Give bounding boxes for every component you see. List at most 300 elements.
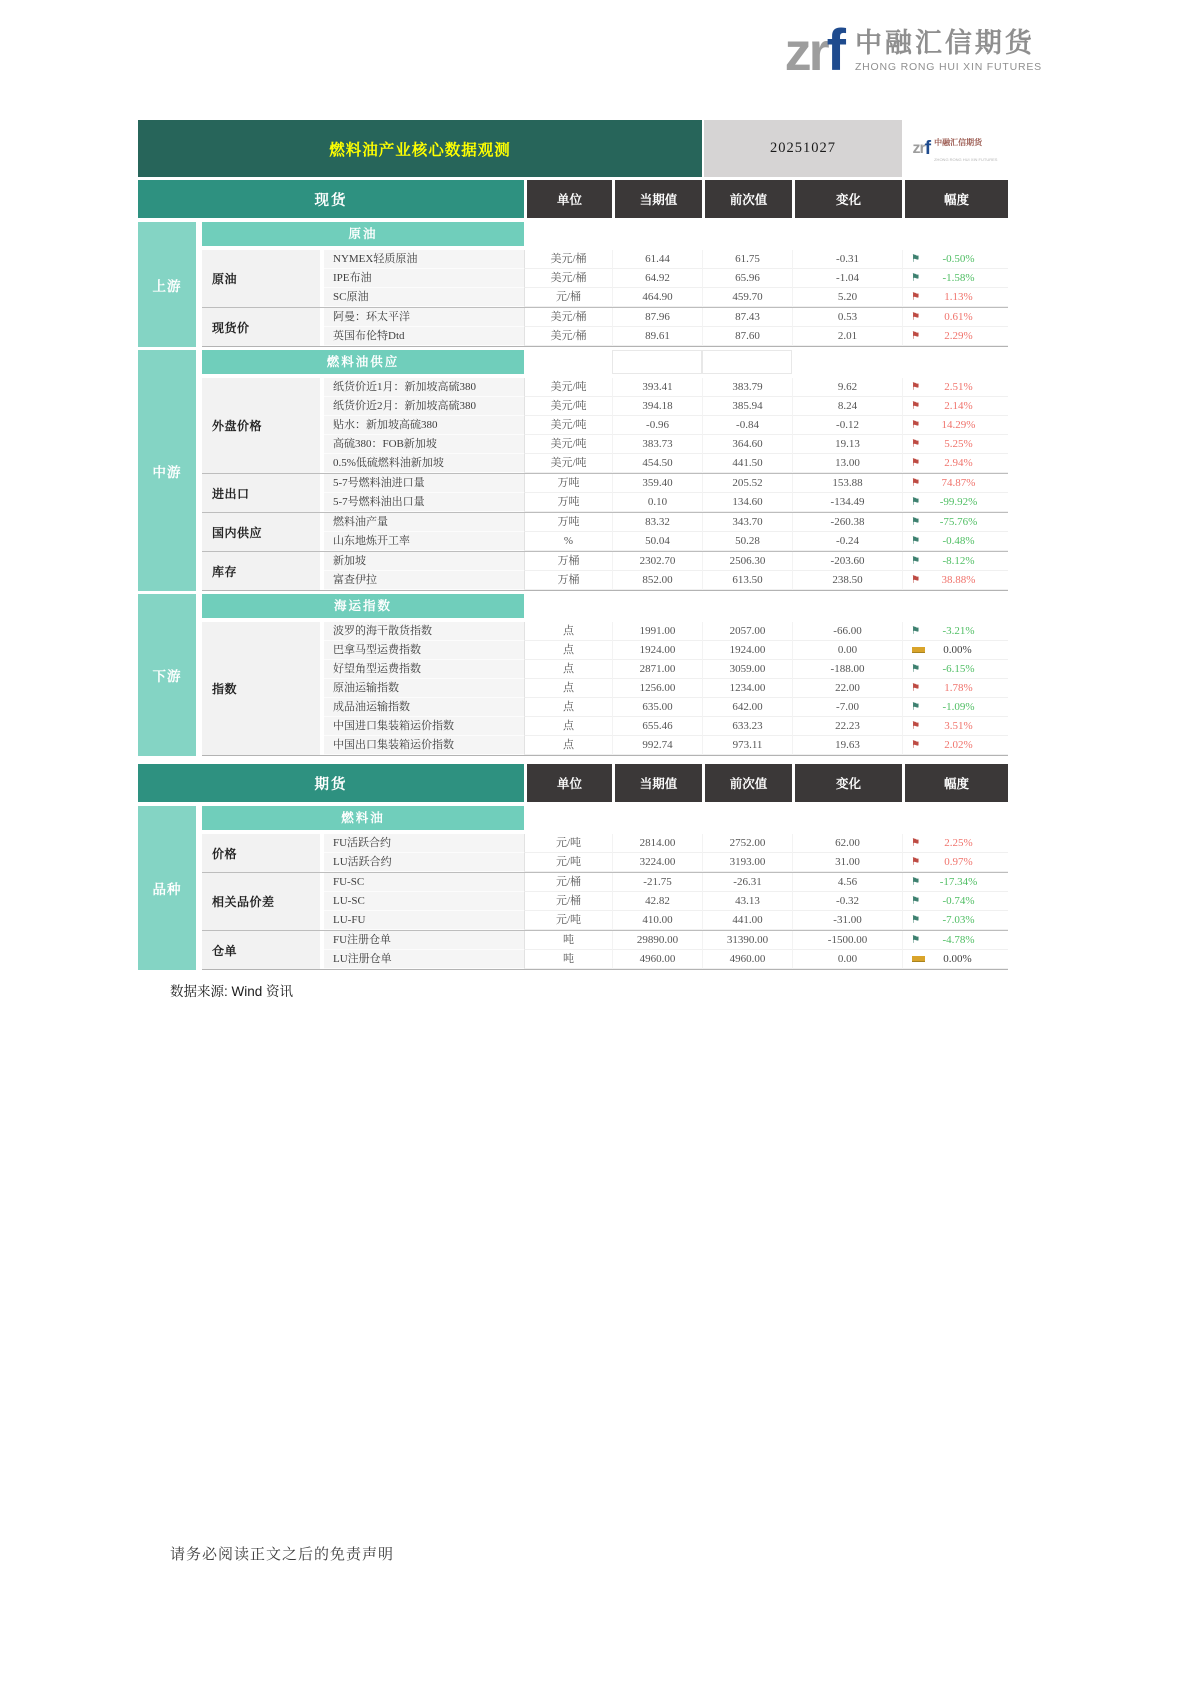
unit-value: 吨 <box>524 950 612 969</box>
data-row <box>324 571 1008 590</box>
indicator-name: 高硫380：FOB新加坡 <box>324 435 524 454</box>
data-row <box>324 641 1008 660</box>
range-percent: 0.61% <box>944 311 973 323</box>
data-row <box>324 853 1008 872</box>
range-cell <box>902 397 1008 416</box>
previous-value: 3059.00 <box>702 660 792 679</box>
mini-company-name-en: ZHONG RONG HUI XIN FUTURES <box>934 156 998 162</box>
side-label: 下游 <box>138 594 196 756</box>
groups <box>202 378 1008 591</box>
indicator-name: 贴水：新加坡高硫380 <box>324 416 524 435</box>
change-value: -66.00 <box>792 622 902 641</box>
up-flag-icon: ⚑ <box>911 477 921 489</box>
current-value: 635.00 <box>612 698 702 717</box>
down-flag-icon: ⚑ <box>911 663 921 675</box>
indicator-name: 巴拿马型运费指数 <box>324 641 524 660</box>
range-cell <box>902 250 1008 269</box>
indicator-group <box>202 512 1008 551</box>
up-flag-icon: ⚑ <box>911 856 921 868</box>
unit-value: 美元/吨 <box>524 454 612 473</box>
category-label: 相关品价差 <box>202 873 320 930</box>
indicator-name: 山东地炼开工率 <box>324 532 524 551</box>
range-cell <box>902 493 1008 512</box>
range-percent: 14.29% <box>941 419 976 431</box>
block-content <box>202 594 1008 756</box>
unit-value: 点 <box>524 641 612 660</box>
groups <box>202 834 1008 970</box>
previous-value: 385.94 <box>702 397 792 416</box>
report-table <box>138 120 1008 1000</box>
indicator-name: LU-SC <box>324 892 524 911</box>
previous-value: 383.79 <box>702 378 792 397</box>
up-flag-icon: ⚑ <box>911 682 921 694</box>
indicator-name: 好望角型运费指数 <box>324 660 524 679</box>
indicator-name: 富查伊拉 <box>324 571 524 590</box>
down-flag-icon: ⚑ <box>911 876 921 888</box>
indicator-name: 阿曼：环太平洋 <box>324 308 524 327</box>
down-flag-icon: ⚑ <box>911 914 921 926</box>
up-flag-icon: ⚑ <box>911 291 921 303</box>
up-flag-icon: ⚑ <box>911 381 921 393</box>
company-name-en: ZHONG RONG HUI XIN FUTURES <box>854 61 1042 74</box>
data-table <box>138 180 1008 970</box>
previous-value: 1234.00 <box>702 679 792 698</box>
section-block <box>138 594 1008 756</box>
range-cell <box>902 931 1008 950</box>
up-flag-icon: ⚑ <box>911 837 921 849</box>
range-percent: -3.21% <box>942 625 975 637</box>
logo-zr-text: zr <box>784 22 827 82</box>
data-row <box>324 911 1008 930</box>
indicator-group <box>202 250 1008 307</box>
range-percent: 2.25% <box>944 837 973 849</box>
down-flag-icon: ⚑ <box>911 496 921 508</box>
range-cell <box>902 327 1008 346</box>
previous-value: 87.43 <box>702 308 792 327</box>
change-value: 22.23 <box>792 717 902 736</box>
change-value: 19.13 <box>792 435 902 454</box>
previous-value: 2752.00 <box>702 834 792 853</box>
range-cell <box>902 308 1008 327</box>
unit-value: 万吨 <box>524 493 612 512</box>
current-value: -0.96 <box>612 416 702 435</box>
data-source-note: 数据来源: Wind 资讯 <box>170 984 294 999</box>
empty-cell <box>612 350 702 374</box>
indicator-name: 5-7号燃料油进口量 <box>324 474 524 493</box>
range-cell <box>902 474 1008 493</box>
current-value: 87.96 <box>612 308 702 327</box>
report-title-bar <box>138 120 1008 177</box>
change-value: 9.62 <box>792 378 902 397</box>
current-value: 89.61 <box>612 327 702 346</box>
data-row <box>324 679 1008 698</box>
unit-value: 元/桶 <box>524 892 612 911</box>
indicator-name: 成品油运输指数 <box>324 698 524 717</box>
side-label: 中游 <box>138 350 196 591</box>
data-row <box>324 454 1008 473</box>
mini-logo <box>902 120 1008 177</box>
data-row <box>324 931 1008 950</box>
range-percent: -0.74% <box>942 895 975 907</box>
range-percent: 1.78% <box>944 682 973 694</box>
range-percent: 2.29% <box>944 330 973 342</box>
current-value: 454.50 <box>612 454 702 473</box>
range-percent: -8.12% <box>942 555 975 567</box>
unit-value: 点 <box>524 717 612 736</box>
down-flag-icon: ⚑ <box>911 253 921 265</box>
previous-value: 633.23 <box>702 717 792 736</box>
current-value: 0.10 <box>612 493 702 512</box>
unit-value: 美元/吨 <box>524 397 612 416</box>
current-value: 1991.00 <box>612 622 702 641</box>
change-value: 238.50 <box>792 571 902 590</box>
unit-value: 美元/吨 <box>524 378 612 397</box>
range-cell <box>902 416 1008 435</box>
current-value: 42.82 <box>612 892 702 911</box>
section-block <box>138 350 1008 591</box>
band-title: 海运指数 <box>202 594 524 618</box>
change-value: 4.56 <box>792 873 902 892</box>
block-content <box>202 806 1008 970</box>
current-value: 29890.00 <box>612 931 702 950</box>
range-percent: -75.76% <box>939 516 978 528</box>
previous-value: 1924.00 <box>702 641 792 660</box>
previous-value: 441.50 <box>702 454 792 473</box>
current-value: 655.46 <box>612 717 702 736</box>
previous-value: 973.11 <box>702 736 792 755</box>
unit-value: % <box>524 532 612 551</box>
change-value: 19.63 <box>792 736 902 755</box>
range-cell <box>902 679 1008 698</box>
group-rows <box>324 834 1008 872</box>
change-value: -0.12 <box>792 416 902 435</box>
indicator-name: LU注册仓单 <box>324 950 524 969</box>
change-value: -0.31 <box>792 250 902 269</box>
groups <box>202 622 1008 756</box>
range-cell <box>902 873 1008 892</box>
unit-value: 万桶 <box>524 571 612 590</box>
change-value: -1.04 <box>792 269 902 288</box>
flat-indicator-icon <box>912 647 925 653</box>
unit-value: 元/桶 <box>524 873 612 892</box>
down-flag-icon: ⚑ <box>911 625 921 637</box>
current-value: 394.18 <box>612 397 702 416</box>
change-value: -260.38 <box>792 513 902 532</box>
report-title-box <box>138 120 702 177</box>
previous-value: 50.28 <box>702 532 792 551</box>
group-rows <box>324 552 1008 590</box>
unit-value: 美元/吨 <box>524 416 612 435</box>
group-rows <box>324 873 1008 930</box>
indicator-group <box>202 307 1008 346</box>
range-percent: -99.92% <box>939 496 978 508</box>
down-flag-icon: ⚑ <box>911 934 921 946</box>
range-cell <box>902 892 1008 911</box>
data-row <box>324 435 1008 454</box>
previous-value: 459.70 <box>702 288 792 307</box>
up-flag-icon: ⚑ <box>911 739 921 751</box>
data-row <box>324 493 1008 512</box>
range-percent: 74.87% <box>941 477 976 489</box>
current-value: 383.73 <box>612 435 702 454</box>
down-flag-icon: ⚑ <box>911 535 921 547</box>
block-content <box>202 350 1008 591</box>
previous-value: 4960.00 <box>702 950 792 969</box>
band-row <box>202 594 1008 618</box>
range-cell <box>902 435 1008 454</box>
data-row <box>324 736 1008 755</box>
data-row <box>324 532 1008 551</box>
indicator-name: 中国出口集装箱运价指数 <box>324 736 524 755</box>
data-row <box>324 717 1008 736</box>
band-title: 燃料油供应 <box>202 350 524 374</box>
mini-company-name-cn: 中融汇信期货 <box>934 137 983 147</box>
empty-spacer <box>524 350 612 374</box>
indicator-name: 燃料油产量 <box>324 513 524 532</box>
unit-value: 美元/桶 <box>524 308 612 327</box>
block-content <box>202 222 1008 347</box>
side-label: 上游 <box>138 222 196 347</box>
category-label: 指数 <box>202 622 320 755</box>
current-value: 2302.70 <box>612 552 702 571</box>
section-title: 期货 <box>138 764 524 802</box>
change-value: -188.00 <box>792 660 902 679</box>
range-percent: 0.97% <box>944 856 973 868</box>
unit-value: 点 <box>524 622 612 641</box>
indicator-group <box>202 872 1008 930</box>
section-title: 现货 <box>138 180 524 218</box>
data-row <box>324 660 1008 679</box>
side-label: 品种 <box>138 806 196 970</box>
indicator-name: SC原油 <box>324 288 524 307</box>
up-flag-icon: ⚑ <box>911 438 921 450</box>
group-rows <box>324 622 1008 755</box>
flat-indicator-icon <box>912 956 925 962</box>
band-title: 原油 <box>202 222 524 246</box>
category-label: 现货价 <box>202 308 320 346</box>
data-row <box>324 378 1008 397</box>
group-rows <box>324 474 1008 512</box>
previous-value: -26.31 <box>702 873 792 892</box>
indicator-name: FU-SC <box>324 873 524 892</box>
previous-value: 2057.00 <box>702 622 792 641</box>
indicator-name: FU活跃合约 <box>324 834 524 853</box>
category-label: 仓单 <box>202 931 320 969</box>
current-value: 2871.00 <box>612 660 702 679</box>
indicator-name: 新加坡 <box>324 552 524 571</box>
indicator-name: FU注册仓单 <box>324 931 524 950</box>
range-cell <box>902 698 1008 717</box>
range-cell <box>902 288 1008 307</box>
column-header-unit: 单位 <box>524 180 612 218</box>
mini-logo-text <box>934 133 997 165</box>
change-value: 8.24 <box>792 397 902 416</box>
group-rows <box>324 378 1008 473</box>
current-value: 1256.00 <box>612 679 702 698</box>
range-percent: -6.15% <box>942 663 975 675</box>
range-cell <box>902 717 1008 736</box>
logo-f-text: f <box>826 18 843 83</box>
change-value: 0.00 <box>792 641 902 660</box>
current-value: 359.40 <box>612 474 702 493</box>
change-value: 5.20 <box>792 288 902 307</box>
change-value: 13.00 <box>792 454 902 473</box>
current-value: 410.00 <box>612 911 702 930</box>
indicator-group <box>202 378 1008 473</box>
change-value: -0.24 <box>792 532 902 551</box>
category-label: 价格 <box>202 834 320 872</box>
indicator-group <box>202 930 1008 969</box>
unit-value: 万桶 <box>524 552 612 571</box>
column-header-row <box>138 180 1008 218</box>
down-flag-icon: ⚑ <box>911 272 921 284</box>
current-value: 992.74 <box>612 736 702 755</box>
column-header-range: 幅度 <box>902 764 1008 802</box>
indicator-name: NYMEX轻质原油 <box>324 250 524 269</box>
up-flag-icon: ⚑ <box>911 419 921 431</box>
data-row <box>324 397 1008 416</box>
current-value: 64.92 <box>612 269 702 288</box>
range-percent: 5.25% <box>944 438 973 450</box>
section-block <box>138 222 1008 347</box>
current-value: 852.00 <box>612 571 702 590</box>
range-cell <box>902 853 1008 872</box>
range-cell <box>902 660 1008 679</box>
indicator-name: 0.5%低硫燃料油新加坡 <box>324 454 524 473</box>
range-cell <box>902 513 1008 532</box>
up-flag-icon: ⚑ <box>911 720 921 732</box>
previous-value: 642.00 <box>702 698 792 717</box>
previous-value: -0.84 <box>702 416 792 435</box>
range-cell <box>902 834 1008 853</box>
indicator-name: 原油运输指数 <box>324 679 524 698</box>
category-label: 进出口 <box>202 474 320 512</box>
group-rows <box>324 931 1008 969</box>
column-header-current: 当期值 <box>612 180 702 218</box>
current-value: 2814.00 <box>612 834 702 853</box>
current-value: -21.75 <box>612 873 702 892</box>
range-percent: -17.34% <box>939 876 978 888</box>
range-cell <box>902 641 1008 660</box>
previous-value: 87.60 <box>702 327 792 346</box>
logo-text <box>855 29 1042 74</box>
range-percent: 2.02% <box>944 739 973 751</box>
unit-value: 点 <box>524 660 612 679</box>
column-header-unit: 单位 <box>524 764 612 802</box>
range-percent: 1.13% <box>944 291 973 303</box>
unit-value: 元/桶 <box>524 288 612 307</box>
data-row <box>324 622 1008 641</box>
range-percent: -0.48% <box>942 535 975 547</box>
change-value: 62.00 <box>792 834 902 853</box>
change-value: 0.00 <box>792 950 902 969</box>
unit-value: 美元/桶 <box>524 250 612 269</box>
indicator-name: LU-FU <box>324 911 524 930</box>
range-cell <box>902 532 1008 551</box>
band-row <box>202 806 1008 830</box>
disclaimer: 请务必阅读正文之后的免责声明 <box>170 1546 395 1563</box>
column-header-row <box>138 764 1008 802</box>
range-cell <box>902 552 1008 571</box>
group-rows <box>324 513 1008 551</box>
range-percent: 2.14% <box>944 400 973 412</box>
previous-value: 65.96 <box>702 269 792 288</box>
data-row <box>324 416 1008 435</box>
data-row <box>324 873 1008 892</box>
change-value: -0.32 <box>792 892 902 911</box>
current-value: 50.04 <box>612 532 702 551</box>
range-cell <box>902 571 1008 590</box>
unit-value: 美元/吨 <box>524 435 612 454</box>
previous-value: 134.60 <box>702 493 792 512</box>
previous-value: 613.50 <box>702 571 792 590</box>
indicator-group <box>202 834 1008 872</box>
change-value: -203.60 <box>792 552 902 571</box>
report-date: 20251027 <box>702 120 902 177</box>
mini-logo-zr-text: zr <box>912 139 925 157</box>
report-title: 燃料油产业核心数据观测 <box>329 141 511 159</box>
change-value: -1500.00 <box>792 931 902 950</box>
current-value: 3224.00 <box>612 853 702 872</box>
unit-value: 点 <box>524 698 612 717</box>
range-percent: 2.94% <box>944 457 973 469</box>
range-cell <box>902 622 1008 641</box>
previous-value: 61.75 <box>702 250 792 269</box>
indicator-name: 英国布伦特Dtd <box>324 327 524 346</box>
data-row <box>324 513 1008 532</box>
groups <box>202 250 1008 347</box>
change-value: -134.49 <box>792 493 902 512</box>
data-row <box>324 327 1008 346</box>
up-flag-icon: ⚑ <box>911 457 921 469</box>
unit-value: 美元/桶 <box>524 327 612 346</box>
range-percent: 2.51% <box>944 381 973 393</box>
indicator-name: LU活跃合约 <box>324 853 524 872</box>
mini-logo-mark <box>913 133 998 165</box>
range-percent: -1.58% <box>942 272 975 284</box>
unit-value: 点 <box>524 679 612 698</box>
down-flag-icon: ⚑ <box>911 895 921 907</box>
range-percent: 0.00% <box>943 644 972 656</box>
category-label: 国内供应 <box>202 513 320 551</box>
change-value: 22.00 <box>792 679 902 698</box>
previous-value: 205.52 <box>702 474 792 493</box>
indicator-name: 波罗的海干散货指数 <box>324 622 524 641</box>
section-block <box>138 806 1008 970</box>
range-percent: -1.09% <box>942 701 975 713</box>
range-percent: 0.00% <box>943 953 972 965</box>
range-cell <box>902 269 1008 288</box>
range-cell <box>902 736 1008 755</box>
range-percent: -7.03% <box>942 914 975 926</box>
range-percent: 3.51% <box>944 720 973 732</box>
current-value: 4960.00 <box>612 950 702 969</box>
change-value: -31.00 <box>792 911 902 930</box>
down-flag-icon: ⚑ <box>911 555 921 567</box>
up-flag-icon: ⚑ <box>911 330 921 342</box>
band-title: 燃料油 <box>202 806 524 830</box>
previous-value: 343.70 <box>702 513 792 532</box>
previous-value: 43.13 <box>702 892 792 911</box>
data-row <box>324 950 1008 969</box>
column-header-previous: 前次值 <box>702 764 792 802</box>
range-cell <box>902 454 1008 473</box>
indicator-name: 纸货价近1月：新加坡高硫380 <box>324 378 524 397</box>
unit-value: 点 <box>524 736 612 755</box>
band-row <box>202 222 1008 246</box>
current-value: 61.44 <box>612 250 702 269</box>
indicator-name: 中国进口集装箱运价指数 <box>324 717 524 736</box>
